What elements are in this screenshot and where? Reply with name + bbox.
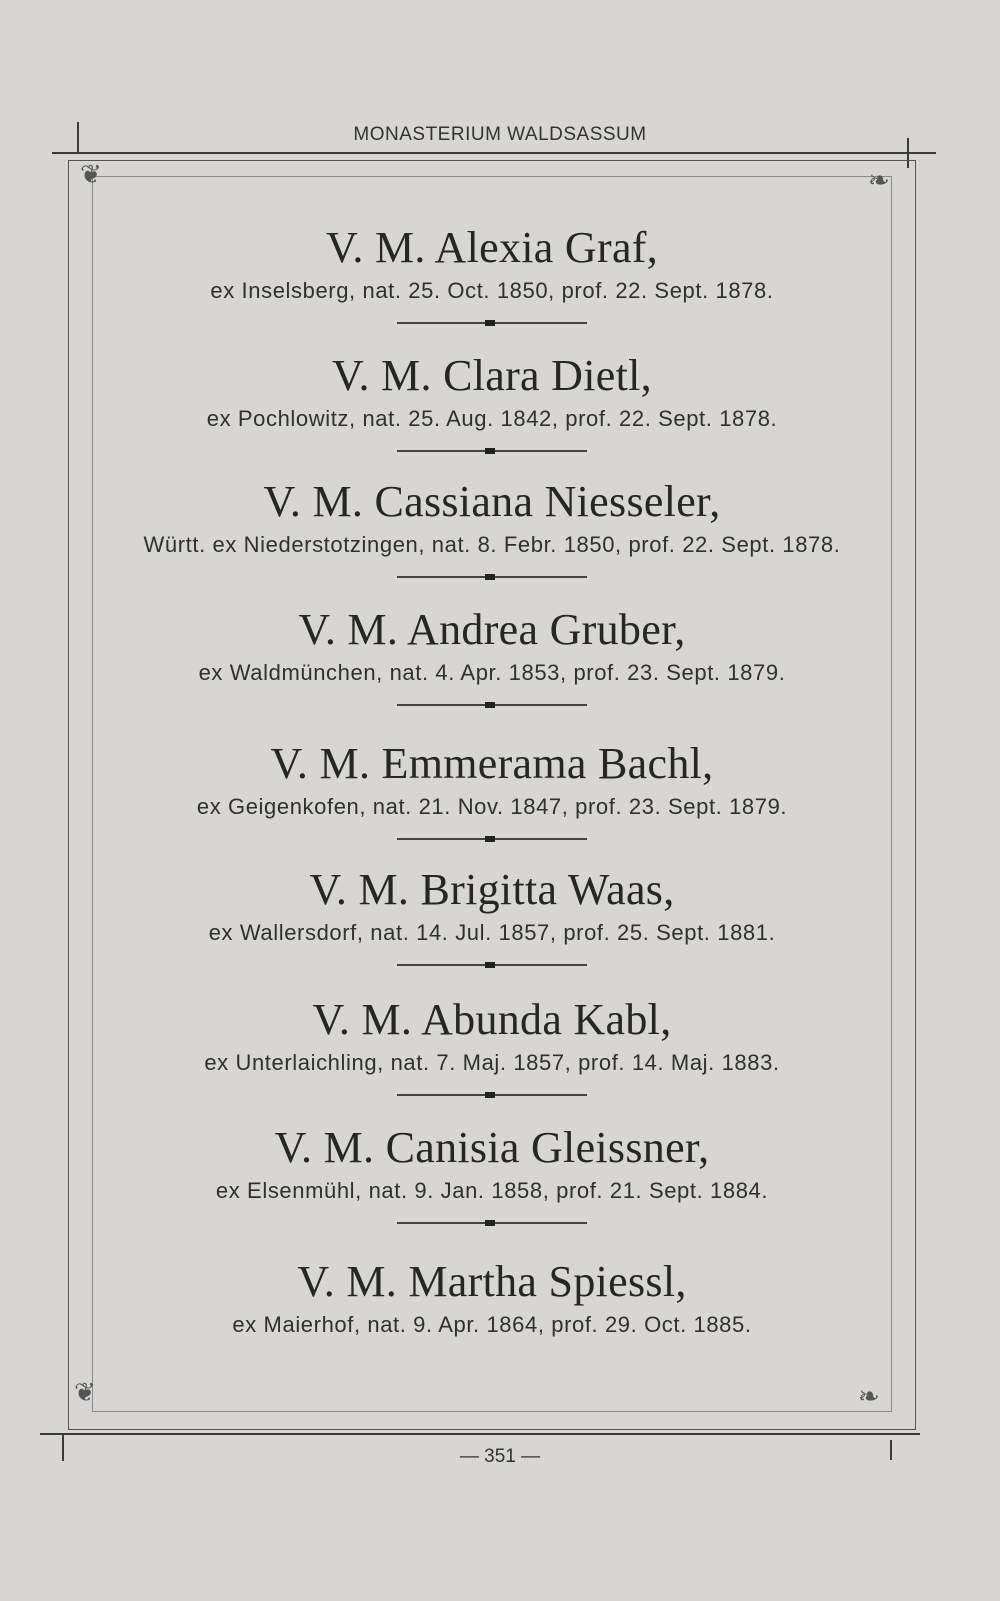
entry-detail: ex Unterlaichling, nat. 7. Maj. 1857, prof. 14. Maj. 1883.	[204, 1050, 780, 1075]
entry-detail: ex Geigenkofen, nat. 21. Nov. 1847, prof. 23. Sept. 1879.	[196, 794, 788, 819]
entry-detail: ex Pochlowitz, nat. 25. Aug. 1842, prof. 22. Sept. 1878.	[206, 406, 778, 431]
list-item	[92, 1256, 892, 1340]
entry-detail: ex Inselsberg, nat. 25. Oct. 1850, prof. 22. Sept. 1878.	[210, 278, 774, 303]
entry-name: V. M. Abunda Kabl,	[312, 995, 672, 1044]
entry-separator	[397, 1094, 587, 1096]
entry-separator	[397, 964, 587, 966]
entry-detail: Württ. ex Niederstotzingen, nat. 8. Febr. 1850, prof. 22. Sept. 1878.	[143, 532, 841, 557]
header-rule-tick-left	[77, 122, 79, 154]
list-item	[92, 350, 892, 452]
running-header: MONASTERIUM WALDSASSUM	[353, 124, 647, 145]
entry-name: V. M. Martha Spiessl,	[297, 1257, 687, 1306]
entry-separator	[397, 704, 587, 706]
entry-separator	[397, 322, 587, 324]
corner-ornament-icon: ❧	[858, 1382, 880, 1411]
corner-ornament-icon: ❧	[868, 166, 890, 195]
page-number: — 351 —	[459, 1446, 541, 1467]
entry-separator	[397, 1222, 587, 1224]
list-item	[92, 476, 892, 578]
corner-ornament-icon: ❦	[74, 1378, 96, 1407]
entry-name: V. M. Emmerama Bachl,	[270, 739, 714, 788]
entry-separator	[397, 450, 587, 452]
entry-name: V. M. Brigitta Waas,	[309, 865, 675, 914]
list-item	[92, 738, 892, 840]
header-rule	[52, 152, 936, 154]
entry-name: V. M. Canisia Gleissner,	[274, 1123, 710, 1172]
entry-detail: ex Wallersdorf, nat. 14. Jul. 1857, prof. 25. Sept. 1881.	[208, 920, 776, 945]
entry-detail: ex Waldmünchen, nat. 4. Apr. 1853, prof. 23. Sept. 1879.	[198, 660, 786, 685]
list-item	[92, 222, 892, 324]
entry-separator	[397, 838, 587, 840]
corner-ornament-icon: ❦	[80, 160, 102, 189]
list-item	[92, 604, 892, 706]
footer-rule	[40, 1433, 920, 1435]
entry-name: V. M. Andrea Gruber,	[298, 605, 686, 654]
list-item	[92, 864, 892, 966]
entry-name: V. M. Alexia Graf,	[325, 223, 659, 272]
entry-detail: ex Maierhof, nat. 9. Apr. 1864, prof. 29. Oct. 1885.	[232, 1312, 752, 1337]
entry-separator	[397, 576, 587, 578]
entry-detail: ex Elsenmühl, nat. 9. Jan. 1858, prof. 21. Sept. 1884.	[215, 1178, 769, 1203]
list-item	[92, 994, 892, 1096]
entry-name: V. M. Clara Dietl,	[332, 351, 652, 400]
list-item	[92, 1122, 892, 1224]
entry-name: V. M. Cassiana Niesseler,	[263, 477, 721, 526]
